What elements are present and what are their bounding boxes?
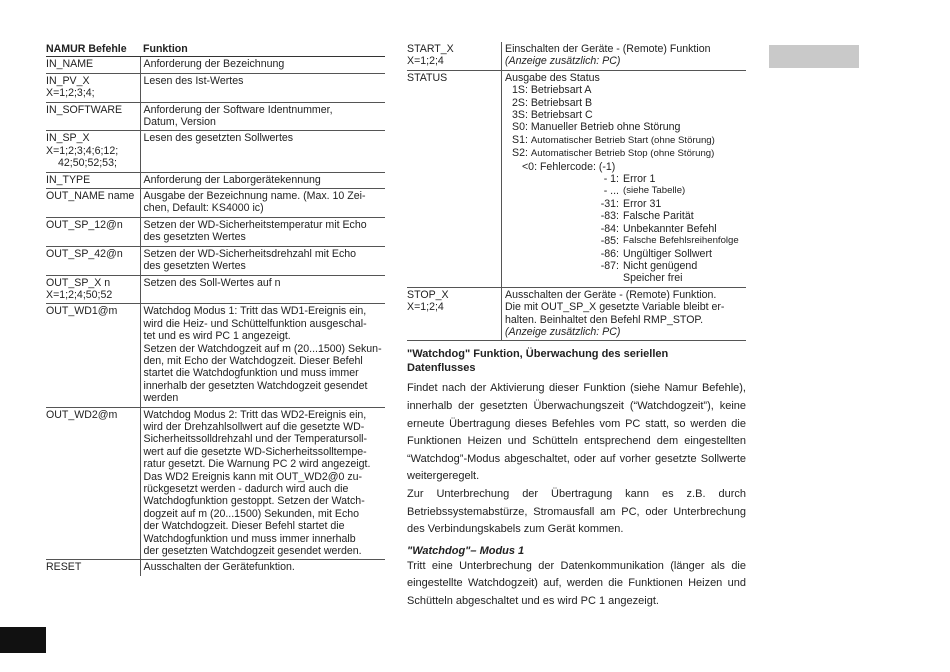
error-code: -85: [600,235,619,248]
watchdog-paragraph: Findet nach der Aktivierung dieser Funktion (siehe Namur Befehle), innerhalb der gesetzten Überwachungszeit (“Watchdogzeit”), keine erneute Übertragung dieses Befehles vom PC statt, so werden die Funktionen Heizen und Schütteln entsprechend dem eingestellten “Watchdog”-Modus abgeschaltet, oder auf vorher gesetzte Sollwerte weitergeregelt. [407,382,746,483]
status-auto-mode [505,134,746,147]
status-mode: S0: Manueller Betrieb ohne Störung [512,121,681,134]
description-line: ratur gesetzt. Die Warnung PC 2 wird angezeigt. [143,458,371,471]
command-name: OUT_WD1@m [46,305,118,318]
command-name: IN_SP_X [46,132,90,145]
description-line: Watchdog Modus 1: Tritt das WD1-Ereignis ein, [143,305,367,318]
status-mode: 3S: Betriebsart C [512,109,593,122]
error-code-item [505,235,746,247]
error-code-item [505,198,746,210]
description-line: Watchdogfunktion gestoppt. Setzen der Watch- [143,495,365,508]
command-name: IN_PV_X [46,74,90,87]
error-code-list [505,173,746,285]
error-text: Error 31 [623,197,662,210]
command-name: IN_TYPE [46,173,91,186]
header-function: Funktion [140,42,385,57]
table-row [46,172,385,188]
command-name: IN_SOFTWARE [46,103,123,116]
error-code-item [505,210,746,222]
command-name: IN_NAME [46,58,94,71]
description-line: Anforderung der Bezeichnung [143,58,285,71]
error-code: -86: [600,247,619,260]
error-code-item [505,260,746,272]
description-cell [140,217,385,246]
command-params: X=1;2;4 [407,301,444,314]
watchdog-paragraph: Zur Unterbrechung der Übertragung kann es z.B. durch Betriebssystemabstürze, Stromausfall am PC, oder Unterbrechung des Verbindungskabels zum Gerät kommen. [407,487,746,536]
error-code: -31: [600,197,619,210]
description-cell [140,407,385,560]
description-line: Ausschalten der Gerätefunktion. [143,561,295,574]
error-code-item [505,223,746,235]
status-text: Automatischer Betrieb Stop (ohne Störung) [530,148,715,160]
description-line: wird die Heiz- und Schüttelfunktion ausgeschal- [143,317,367,330]
error-text: Nicht genügend [623,259,698,272]
description-cell [140,102,385,131]
status-mode: 1S: Betriebsart A [512,84,592,97]
command-params: X=1;2;3;4;6;12; [46,144,119,157]
table-header-row [46,42,385,57]
command-name: OUT_NAME name [46,190,135,203]
description-cell [140,304,385,407]
error-text: Error 1 [623,173,656,186]
error-code: - ... [603,185,619,198]
description-line: Lesen des gesetzten Sollwertes [143,132,294,145]
table-row [46,304,385,407]
error-text: Unbekannter Befehl [623,222,717,235]
command-cell [46,304,140,407]
error-text: Falsche Parität [623,210,694,223]
command-cell [46,172,140,188]
description-line: Setzen der WD-Sicherheitsdrehzahl mit Echo [143,247,357,260]
command-cell [407,70,502,287]
status-text: Automatischer Betrieb Start (ohne Störung) [530,134,715,146]
description-line: werden [143,392,179,405]
description-line: den, mit Echo der Watchdogzeit. Dieser Befehl [143,354,363,367]
table-row [46,217,385,246]
description-cell [140,172,385,188]
command-cell [46,57,140,73]
description-line: der gesetzten Watchdogzeit gesendet werden. [143,545,362,558]
description-line: chen, Default: KS4000 ic) [143,202,264,215]
table-row [46,57,385,73]
description-line: Ausgabe der Bezeichnung name. (Max. 10 Zei- [143,190,366,203]
watchdog-heading [407,347,746,375]
description-line: rückgesetzt werden - dadurch wird auch die [143,483,349,495]
namur-commands-table [46,42,385,576]
table-row [46,407,385,560]
error-code: -87: [600,259,619,272]
error-text: Ungültiger Sollwert [623,247,712,260]
description-line: Sicherheitssolldrehzahl und der Temperatursoll- [143,433,368,446]
description-cell [140,189,385,218]
table-row [46,102,385,131]
description-line: Watchdogfunktion und muss immer innerhalb [143,532,356,545]
description-line: halten. Beinhaltet den Befehl RMP_STOP. [505,313,704,326]
error-code-item [505,272,746,284]
description-cell [140,131,385,172]
header-command: NAMUR Befehle [46,42,140,57]
error-code-intro: <0: Fehlercode: (-1) [522,160,616,173]
status-title: Ausgabe des Status [505,71,600,84]
description-line: Ausschalten der Geräte - (Remote) Funktion. [505,288,717,301]
status-commands-table [407,42,746,340]
section-tab-marker [769,45,859,68]
status-code: S1: [512,133,528,146]
error-text: Falsche Befehlsreihenfolge [623,235,739,247]
error-text: (siehe Tabelle) [623,185,686,197]
command-name: STATUS [407,71,448,84]
error-code: -83: [600,210,619,223]
command-cell [407,42,502,70]
command-name: OUT_SP_X n [46,276,111,289]
error-code-item [505,185,746,197]
error-code: - 1: [603,173,619,186]
description-cell [502,42,747,70]
table-row-status [407,70,746,287]
description-line: Setzen der WD-Sicherheitstemperatur mit Echo [143,218,367,231]
command-name: RESET [46,561,82,574]
watchdog-heading-line: Datenflusses [407,362,476,375]
table-row-start [407,42,746,70]
command-name: STOP_X [407,288,449,301]
description-line: Setzen der Watchdogzeit auf m (20...1500) Sekun- [143,342,382,355]
description-line: Das WD2 Ereignis kann mit OUT_WD2@0 zu- [143,470,363,483]
description-cell [140,73,385,102]
watchdog-mode1-heading: "Watchdog"– Modus 1 [407,544,525,557]
description-line: Anforderung der Software Identnummer, [143,103,333,116]
table-row [46,73,385,102]
description-line: innerhalb der gesetzten Watchdogzeit gesendet [143,379,368,392]
description-line: Die mit OUT_SP_X gesetzte Variable bleibt er- [505,301,725,314]
description-cell [140,560,385,576]
status-auto-mode [505,147,746,160]
description-line: des gesetzten Wertes [143,260,246,273]
command-cell [46,189,140,218]
table-row [46,275,385,304]
description-line: der Watchdogzeit. Dieser Befehl startet die [143,520,345,533]
description-cell [140,57,385,73]
description-line: dogzeit auf m (20...1500) Sekunden, mit Echo [143,507,360,520]
command-name: START_X [407,43,454,55]
description-line: tet und es wird PC 1 angezeigt. [143,330,291,343]
table-row [46,246,385,275]
description-cell [502,287,747,340]
description-note: (Anzeige zusätzlich: PC) [505,325,621,338]
command-name: OUT_WD2@m [46,408,118,421]
description-line: startet die Watchdogfunktion und muss immer [143,367,359,380]
description-line: des gesetzten Wertes [143,231,246,244]
description-line: Datum, Version [143,116,216,129]
table-row [46,131,385,172]
page-corner-marker [0,627,46,653]
watchdog-heading-line: "Watchdog" Funktion, Überwachung des seriellen [407,348,669,361]
command-cell [46,102,140,131]
error-code-item [505,248,746,260]
command-params: 42;50;52;53; [58,157,117,170]
error-code-item [505,173,746,185]
command-cell [46,131,140,172]
command-cell [46,246,140,275]
error-text: Speicher frei [623,272,683,285]
command-cell [46,275,140,304]
command-name: OUT_SP_42@n [46,247,123,260]
command-cell [46,560,140,576]
status-mode: 2S: Betriebsart B [512,96,593,109]
command-cell [407,287,502,340]
error-code [505,272,623,284]
status-description-cell [502,70,747,287]
command-cell [46,73,140,102]
description-text: Einschalten der Geräte - (Remote) Funktion [505,43,711,55]
command-params: X=1;2;3;4; [46,87,95,100]
description-line: Lesen des Ist-Wertes [143,74,244,87]
description-line: Watchdog Modus 2: Tritt das WD2-Ereignis ein, [143,408,367,421]
table-row [46,560,385,576]
command-cell [46,217,140,246]
table-row-stop [407,287,746,340]
table-row [46,189,385,218]
command-params: X=1;2;4 [407,55,444,68]
status-code: S2: [512,147,528,160]
command-params: X=1;2;4;50;52 [46,288,113,301]
description-line: Anforderung der Laborgerätekennung [143,173,321,186]
description-cell [140,275,385,304]
command-cell [46,407,140,560]
error-code: -84: [600,222,619,235]
namur-commands-table-column [46,42,385,576]
description-cell [140,246,385,275]
watchdog-mode1-text: Tritt eine Unterbrechung der Datenkommunikation (länger als die eingestellte Watchdogzeit) auf, werden die Funktionen Heizen und Schütteln abgeschaltet und es wird PC 1 angezeigt. [407,559,746,607]
right-column [407,42,746,610]
command-name: OUT_SP_12@n [46,218,123,231]
description-line: wert auf die gesetzte WD-Sicherheitssolltempe- [143,445,367,458]
description-line: wird der Drehzahlsollwert auf die gesetzte WD- [143,420,365,433]
description-note: (Anzeige zusätzlich: PC) [505,55,621,68]
description-line: Setzen des Soll-Wertes auf n [143,276,281,289]
